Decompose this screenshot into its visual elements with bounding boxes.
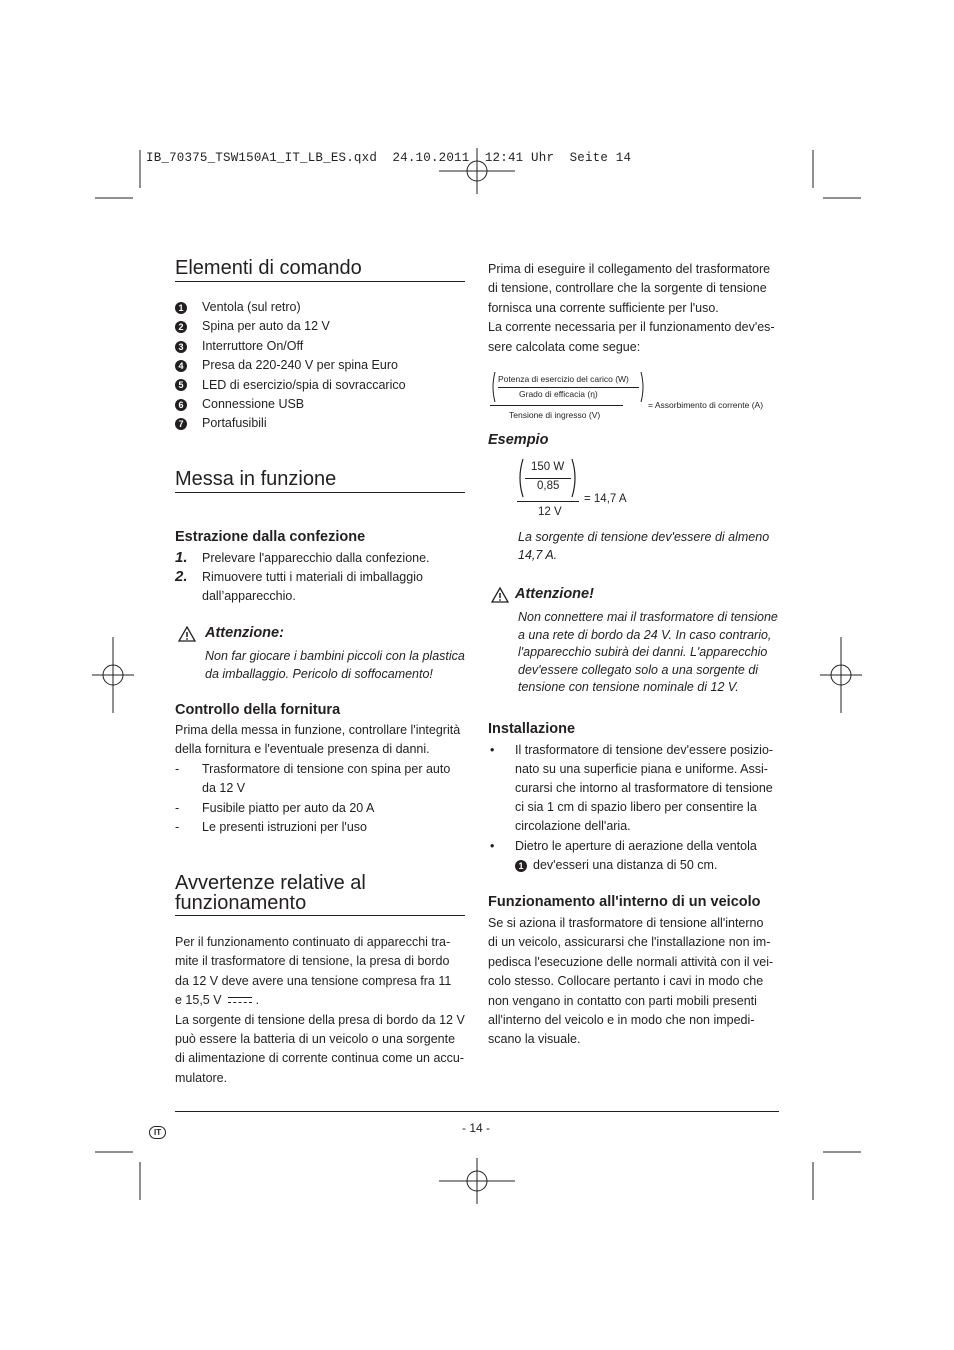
heading-funzionamento-veicolo: Funzionamento all'interno di un veicolo <box>488 894 761 910</box>
paragraph-line: di un veicolo, assicurarsi che l'installazione non im- <box>488 935 771 950</box>
paragraph-line: mite il trasformatore di tensione, la presa di bordo <box>175 954 450 969</box>
item-number-badge: 4 <box>175 360 187 372</box>
paragraph-line: l'apparecchio subirà dei danni. L'apparecchio <box>518 645 768 660</box>
step-number: 1. <box>175 549 188 566</box>
bullet-line: Il trasformatore di tensione dev'essere posizio- <box>515 743 774 757</box>
list-item <box>175 356 398 375</box>
formula-result: = Assorbimento di corrente (A) <box>648 400 764 410</box>
heading-esempio: Esempio <box>488 432 549 448</box>
bullet-line: ci sia 1 cm di spazio libero per consentire la <box>515 800 757 814</box>
step-line: Rimuovere tutti i materiali di imballaggio <box>202 570 423 585</box>
list-line: Le presenti istruzioni per l'uso <box>202 820 367 834</box>
item-number-badge: 5 <box>175 379 187 391</box>
paragraph-line: Non connettere mai il trasformatore di tensione <box>518 610 778 624</box>
item-number-badge: 3 <box>175 341 187 353</box>
avvertenze-paragraph <box>175 933 465 1088</box>
intro-paragraph <box>488 260 775 357</box>
list-item <box>175 317 330 336</box>
list-item <box>175 376 406 395</box>
formula-denominator: Grado di efficacia (η) <box>519 389 598 399</box>
heading-avvertenze: Avvertenze relative al funzionamento <box>175 872 366 914</box>
example-note: La sorgente di tensione dev'essere di almeno 14,7 A. <box>518 530 770 562</box>
list-item-label: Ventola (sul retro) <box>202 300 301 314</box>
list-line: Fusibile piatto per auto da 20 A <box>202 801 375 815</box>
bullet-line: Dietro le aperture di aerazione della ventola <box>515 839 757 853</box>
warning-icon <box>491 587 509 603</box>
heading-messa-in-funzione: Messa in funzione <box>175 468 337 490</box>
list-line: da 12 V <box>202 781 246 795</box>
bullet-line: curarsi che intorno al trasformatore di tensione <box>515 781 773 795</box>
bullet: • <box>490 839 495 853</box>
list-item-text <box>202 760 450 798</box>
paragraph-line: e 15,5 V . <box>175 993 260 1008</box>
warning-icon <box>178 626 196 642</box>
paragraph-line: sere calcolata come segue: <box>488 339 641 354</box>
paragraph-line: da 12 V deve avere una tensione compresa fra 11 <box>175 973 452 988</box>
step-text <box>202 549 430 568</box>
bullet-line-text: dev'esseri una distanza di 50 cm. <box>533 858 718 872</box>
footer-rule <box>175 1111 779 1112</box>
example-numerator: 150 W <box>531 461 565 473</box>
paragraph-line: scano la visuale. <box>488 1032 581 1047</box>
divider <box>175 915 465 916</box>
list-item <box>175 395 305 414</box>
example-denominator: 0,85 <box>537 480 560 492</box>
paragraph-line: La corrente necessaria per il funzionamento dev'es- <box>488 320 775 335</box>
controllo-paragraph: Prima della messa in funzione, controllare l'integrità della fornitura e l'eventuale presenza di danni. <box>175 723 461 757</box>
dash-bullet: - <box>175 820 180 834</box>
bullet-line: circolazione dell'aria. <box>515 819 631 833</box>
fraction-line-main <box>490 405 623 406</box>
list-item <box>175 298 301 317</box>
bullet-text <box>515 837 757 875</box>
step-text <box>202 568 423 606</box>
formula-divisor: Tensione di ingresso (V) <box>509 410 601 420</box>
step-line: dall’apparecchio. <box>202 589 296 604</box>
paragraph-line: tensione con tensione nominale di 12 V. <box>518 680 739 695</box>
list-item-label: Spina per auto da 12 V <box>202 319 330 334</box>
punctuation: . <box>255 993 260 1008</box>
bullet: • <box>490 743 495 757</box>
list-item <box>175 337 304 356</box>
paragraph-line: La sorgente di tensione della presa di bordo da 12 V <box>175 1012 465 1027</box>
paragraph-line: di alimentazione di corrente continua come un accu- <box>175 1051 465 1066</box>
list-item-label: LED di esercizio/spia di sovraccarico <box>202 377 406 392</box>
paragraph-line: dev'essere collegato solo a una sorgente di <box>518 662 759 677</box>
bullet-line: nato su una superficie piana e uniforme. Assi- <box>515 762 768 776</box>
list-item-text <box>202 799 374 818</box>
paragraph-line: può essere la batteria di un veicolo o una sorgente <box>175 1032 456 1047</box>
paragraph-line: mulatore. <box>175 1070 228 1085</box>
dc-symbol-icon <box>228 997 252 1005</box>
item-number-badge: 2 <box>175 321 187 333</box>
divider <box>175 281 465 282</box>
warning-text: Non far giocare i bambini piccoli con la plastica da imballaggio. Pericolo di soffocamento! <box>205 649 465 681</box>
example-result: = 14,7 A <box>584 493 627 505</box>
paragraph-line: fornisca una corrente sufficiente per l'uso. <box>488 300 719 315</box>
item-number-badge: 6 <box>175 399 187 411</box>
page-number: - 14 - <box>462 1121 491 1135</box>
paragraph-line: di tensione, controllare che la sorgente di tensione <box>488 281 767 296</box>
list-item-label: Connessione USB <box>202 397 305 411</box>
list-item-label: Presa da 220-240 V per spina Euro <box>202 358 398 373</box>
list-item-text <box>202 818 367 837</box>
step-line: Prelevare l'apparecchio dalla confezione. <box>202 551 430 565</box>
paragraph-line: all'interno del veicolo e in modo che non impedi- <box>488 1013 755 1028</box>
dash-bullet: - <box>175 801 180 815</box>
paragraph-line: colo stesso. Collocare pertanto i cavi in modo che <box>488 974 764 989</box>
list-line: Trasformatore di tensione con spina per auto <box>202 762 451 776</box>
example-divisor: 12 V <box>538 506 562 518</box>
paragraph-line: Per il funzionamento continuato di apparecchi tra- <box>175 935 451 949</box>
heading-elementi-di-comando: Elementi di comando <box>175 257 362 279</box>
veicolo-paragraph <box>488 914 773 1050</box>
paragraph-line: non vengano in contatto con parti mobili presenti <box>488 993 757 1008</box>
warning-text <box>518 609 778 697</box>
paragraph-line: Se si aziona il trasformatore di tensione all'interno <box>488 916 764 930</box>
dash-bullet: - <box>175 762 180 776</box>
heading-controllo-fornitura: Controllo della fornitura <box>175 702 341 718</box>
file-slug: IB_70375_TSW150A1_IT_LB_ES.qxd 24.10.2011 12:41 Uhr Seite 14 <box>146 151 632 165</box>
fraction-line-main <box>517 501 579 502</box>
list-item-label: Interruttore On/Off <box>202 338 304 353</box>
fraction-line <box>525 478 571 479</box>
paragraph-line: Prima di eseguire il collegamento del trasformatore <box>488 262 771 276</box>
heading-installazione: Installazione <box>488 721 576 737</box>
formula-numerator: Potenza di esercizio del carico (W) <box>498 374 629 384</box>
item-number-badge: 1 <box>515 860 527 872</box>
item-number-badge: 7 <box>175 418 187 430</box>
language-badge: IT <box>149 1122 166 1140</box>
fraction-line <box>498 387 639 388</box>
list-item <box>175 414 267 433</box>
item-number-badge: 1 <box>175 302 187 314</box>
attenzione-title: Attenzione! <box>515 586 594 602</box>
attenzione-title: Attenzione: <box>205 625 284 641</box>
paragraph-line: a una rete di bordo da 24 V. In caso contrario, <box>518 627 772 642</box>
step-number: 2. <box>175 568 188 586</box>
bullet-text <box>515 741 773 836</box>
paragraph-line: pedisca l'esecuzione delle normali attività con il vei- <box>488 954 774 969</box>
heading-estrazione: Estrazione dalla confezione <box>175 529 366 545</box>
list-item-label: Portafusibili <box>202 416 267 431</box>
divider <box>175 492 465 493</box>
bullet-line <box>515 856 757 875</box>
